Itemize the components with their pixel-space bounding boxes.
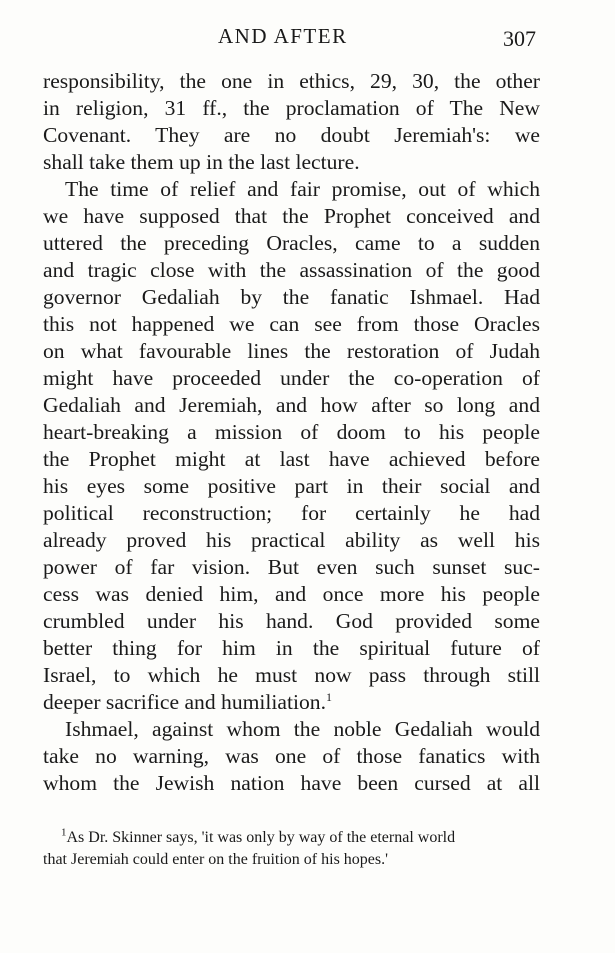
text-line: power of far vision. But even such sunset suc- — [43, 555, 540, 579]
text-line: we have supposed that the Prophet conceived and — [43, 204, 540, 228]
text-line: crumbled under his hand. God provided some — [43, 609, 540, 633]
paragraph — [43, 68, 540, 176]
running-head — [0, 22, 615, 52]
footnote-text: As Dr. Skinner says, 'it was only by way of the eternal world — [66, 829, 456, 846]
text-line: take no warning, was one of those fanatics with — [43, 744, 540, 768]
text-line: this not happened we can see from those Oracles — [43, 312, 540, 336]
text-line: and tragic close with the assassination of the good — [43, 258, 540, 282]
paragraph — [43, 716, 540, 797]
text-line: Covenant. They are no doubt Jeremiah's: we — [43, 123, 540, 147]
body-text — [43, 68, 540, 797]
text-line: political reconstruction; for certainly he had — [43, 501, 540, 525]
footnote-line — [43, 827, 540, 849]
text-line: already proved his practical ability as well his — [43, 528, 540, 552]
text-line: responsibility, the one in ethics, 29, 30, the other — [43, 69, 540, 93]
text-line: his eyes some positive part in their social and — [43, 474, 540, 498]
page-number: 307 — [503, 26, 536, 51]
text-line-with-footnote-ref — [43, 689, 540, 716]
text-line: cess was denied him, and once more his people — [43, 582, 540, 606]
text-line: better thing for him in the spiritual future of — [43, 636, 540, 660]
footnote — [43, 827, 540, 871]
text-line: in religion, 31 ff., the proclamation of The New — [43, 96, 540, 120]
text-line: governor Gedaliah by the fanatic Ishmael. Had — [43, 285, 540, 309]
text-line: on what favourable lines the restoration of Judah — [43, 339, 540, 363]
paragraph — [43, 176, 540, 716]
footnote-line: that Jeremiah could enter on the fruition of his hopes.' — [43, 851, 389, 868]
text-line: uttered the preceding Oracles, came to a sudden — [43, 231, 540, 255]
text-line: shall take them up in the last lecture. — [43, 150, 360, 174]
text-line-content: deeper sacrifice and humiliation. — [43, 690, 326, 714]
running-title: AND AFTER — [218, 24, 348, 48]
footnote-marker: 1 — [61, 826, 67, 839]
text-line: the Prophet might at last have achieved before — [43, 447, 540, 471]
text-line: Israel, to which he must now pass through still — [43, 663, 540, 687]
text-line: might have proceeded under the co-operation of — [43, 366, 540, 390]
text-line: The time of relief and fair promise, out of which — [65, 177, 540, 201]
text-line: whom the Jewish nation have been cursed at all — [43, 771, 540, 795]
text-line: Ishmael, against whom the noble Gedaliah would — [65, 717, 540, 741]
text-line: Gedaliah and Jeremiah, and how after so long and — [43, 393, 540, 417]
footnote-reference[interactable]: 1 — [326, 689, 332, 704]
text-line: heart-breaking a mission of doom to his people — [43, 420, 540, 444]
